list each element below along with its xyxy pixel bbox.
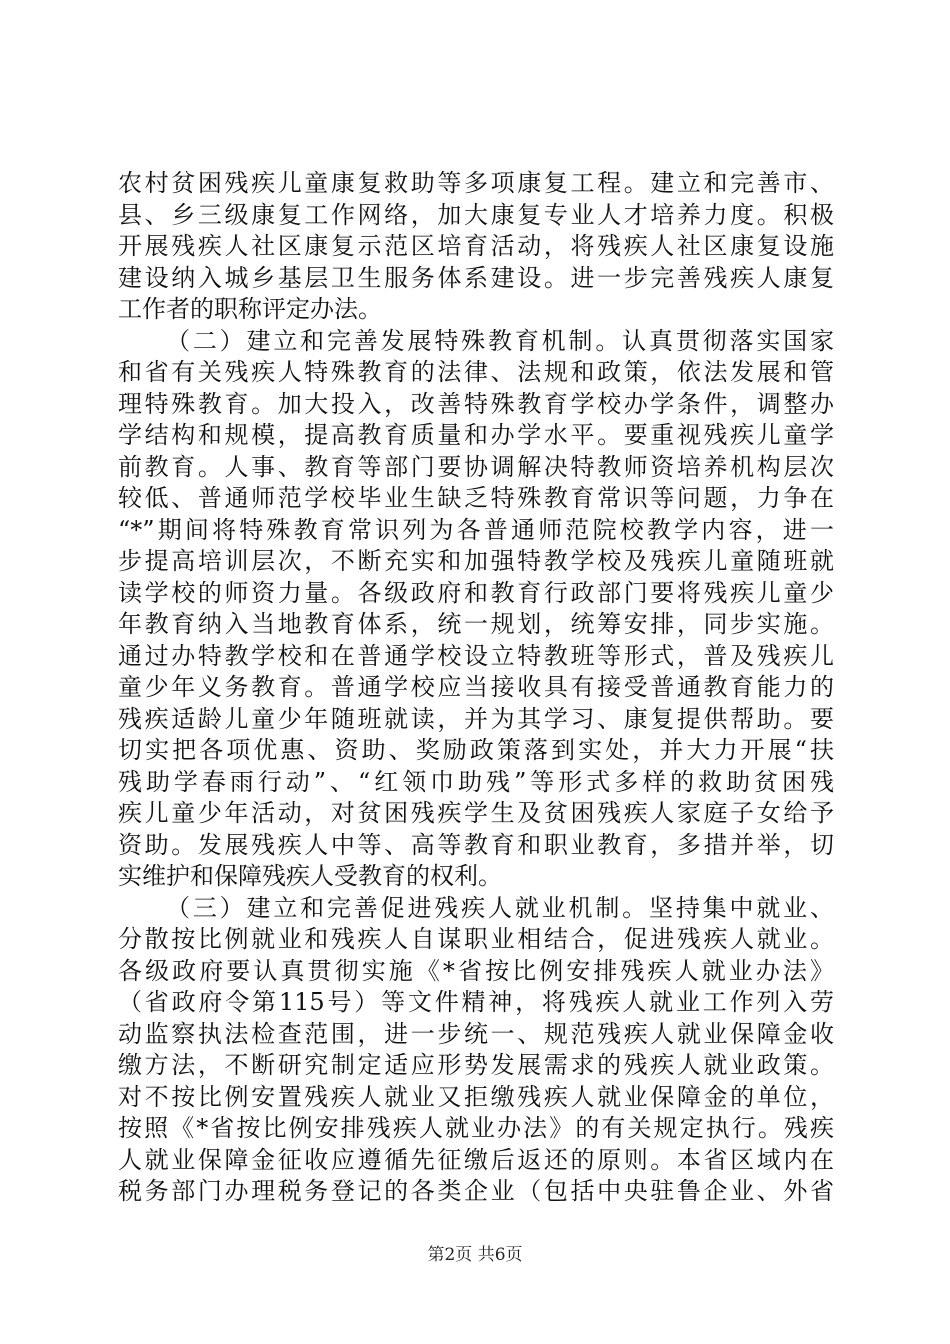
text-line: 童少年义务教育。普通学校应当接收具有接受普通教育能力的 — [118, 673, 834, 701]
text-line: 动监察执法检查范围，进一步统一、规范残疾人就业保障金收 — [118, 1019, 834, 1048]
text-line: 县、乡三级康复工作网络，加大康复专业人才培养力度。积极 — [118, 200, 834, 229]
text-line: 年教育纳入当地教育体系，统一规划，统筹安排，同步实施。 — [118, 610, 834, 638]
text-line: 工作者的职称评定办法。 — [118, 295, 382, 323]
text-line: （省政府令第115号）等文件精神，将残疾人就业工作列入劳 — [118, 988, 834, 1016]
text-line: 和省有关残疾人特殊教育的法律、法规和政策，依法发展和管 — [118, 358, 834, 386]
text-line: 建设纳入城乡基层卫生服务体系建设。进一步完善残疾人康复 — [118, 263, 834, 292]
text-line: 缴方法，不断研究制定适应形势发展需求的残疾人就业政策。 — [118, 1051, 834, 1079]
text-line: 前教育。人事、教育等部门要协调解决特教师资培养机构层次 — [118, 452, 834, 481]
text-line: 步提高培训层次，不断充实和加强特教学校及残疾儿童随班就 — [118, 547, 834, 575]
text-line: 农村贫困残疾儿童康复救助等多项康复工程。建立和完善市、 — [118, 169, 834, 197]
text-line: “*”期间将特殊教育常识列为各普通师范院校教学内容，进一 — [118, 515, 834, 544]
text-line: 实维护和保障残疾人受教育的权利。 — [118, 862, 502, 890]
text-line: 各级政府要认真贯彻实施《*省按比例安排残疾人就业办法》 — [118, 956, 834, 985]
text-line: 残助学春雨行动”、“红领巾助残”等形式多样的救助贫困残 — [118, 767, 834, 796]
text-line: 理特殊教育。加大投入，改善特殊教育学校办学条件，调整办 — [118, 389, 834, 418]
text-line: 开展残疾人社区康复示范区培育活动，将残疾人社区康复设施 — [118, 232, 834, 260]
text-line: 读学校的师资力量。各级政府和教育行政部门要将残疾儿童少 — [118, 578, 834, 607]
page-number-footer: 第2页 共6页 — [427, 1245, 523, 1265]
text-line: 通过办特教学校和在普通学校设立特教班等形式，普及残疾儿 — [118, 641, 834, 670]
text-line: 切实把各项优惠、资助、奖励政策落到实处，并大力开展“扶 — [118, 736, 834, 764]
text-line: 对不按比例安置残疾人就业又拒缴残疾人就业保障金的单位， — [118, 1082, 834, 1111]
text-line: 残疾适龄儿童少年随班就读，并为其学习、康复提供帮助。要 — [118, 704, 834, 733]
text-line: 学结构和规模，提高教育质量和办学水平。要重视残疾儿童学 — [118, 421, 834, 449]
text-line: 按照《*省按比例安排残疾人就业办法》的有关规定执行。残疾 — [118, 1114, 834, 1142]
text-line: 较低、普通师范学校毕业生缺乏特殊教育常识等问题，力争在 — [118, 484, 834, 512]
text-line: 疾儿童少年活动，对贫困残疾学生及贫困残疾人家庭子女给予 — [118, 799, 834, 827]
text-line: 人就业保障金征收应遵循先征缴后返还的原则。本省区域内在 — [118, 1145, 834, 1174]
text-line: （三）建立和完善促进残疾人就业机制。坚持集中就业、 — [166, 893, 834, 922]
text-line: 税务部门办理税务登记的各类企业（包括中央驻鲁企业、外省 — [118, 1177, 834, 1205]
text-line: 分散按比例就业和残疾人自谋职业相结合，促进残疾人就业。 — [118, 925, 834, 953]
text-line: （二）建立和完善发展特殊教育机制。认真贯彻落实国家 — [166, 326, 834, 355]
text-line: 资助。发展残疾人中等、高等教育和职业教育，多措并举，切 — [118, 830, 834, 859]
document-body — [118, 168, 834, 1208]
